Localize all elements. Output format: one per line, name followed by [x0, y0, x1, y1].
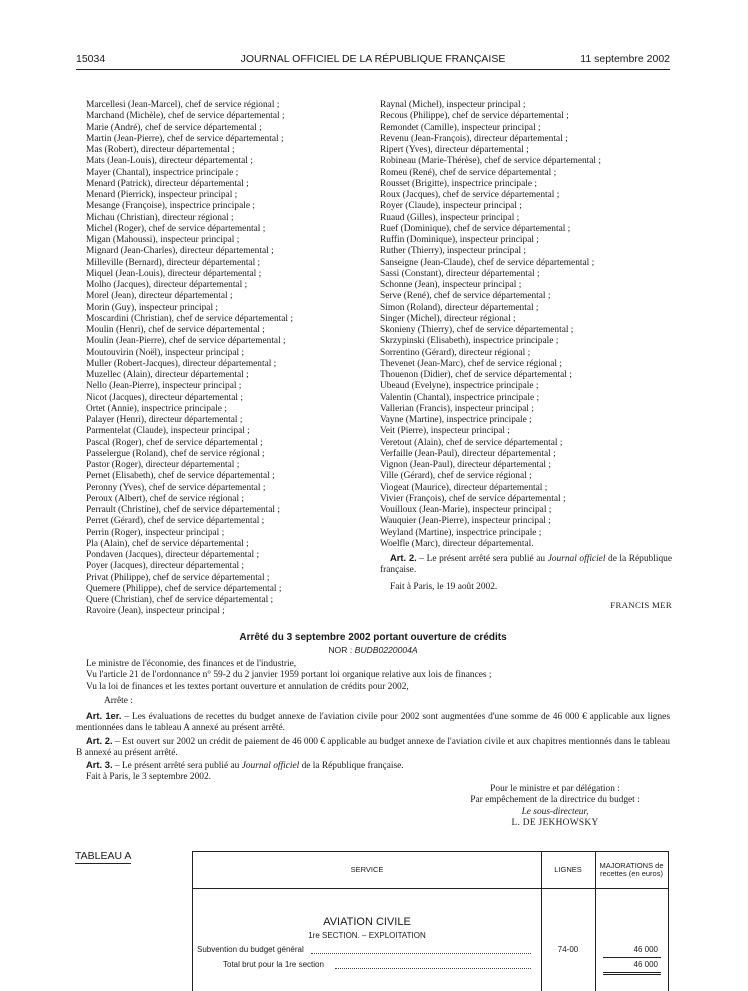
list-item: Mesange (Françoise), inspectrice principale ; — [86, 201, 255, 212]
list-item: Remondet (Camille), inspecteur principal ; — [380, 122, 541, 133]
list-item: Veretout (Alain), chef de service départemental ; — [380, 437, 563, 448]
row-label: Total brut pour la 1re section — [223, 960, 324, 969]
list-item: Ruaud (Gilles), inspecteur principal ; — [380, 212, 520, 223]
list-item: Serve (René), chef de service départemental ; — [380, 291, 551, 302]
art1-label: Art. 1er. — [86, 710, 122, 721]
list-item: Romeu (René), chef de service départemental ; — [380, 167, 557, 178]
list-item: Menard (Patrick), directeur départemental ; — [86, 178, 249, 189]
amount-underline — [603, 957, 661, 958]
list-item: Mayer (Chantal), inspectrice principale ; — [86, 167, 239, 178]
list-item: Privat (Philippe), chef de service départemental ; — [86, 572, 270, 583]
list-item: Rousset (Brigitte), inspectrice principale ; — [380, 178, 537, 189]
decree2-vu2: Vu la loi de finances et les textes portant ouverture et annulation de crédits pour 2002, — [86, 681, 409, 692]
list-item: Vignon (Jean-Paul), directeur départemental ; — [380, 460, 551, 470]
list-item: Martin (Jean-Pierre), chef de service départemental ; — [86, 133, 284, 144]
list-item: Sassi (Constant), directeur départemental ; — [380, 268, 540, 279]
sig-line-3: Le sous-directeur, — [521, 806, 589, 817]
row-amount: 46 000 — [633, 945, 658, 954]
list-item: Weyland (Martine), inspectrice principale ; — [380, 527, 542, 538]
table-row — [193, 945, 668, 955]
amount-double-underline — [603, 972, 661, 975]
list-item: Ravoire (Jean), inspecteur principal ; — [86, 606, 225, 617]
left-column — [86, 100, 366, 618]
decree2-journal-ref: Journal officiel — [241, 761, 300, 771]
list-item: Ruef (Dominique), chef de service départemental ; — [380, 223, 571, 234]
list-item: Wauquier (Jean-Pierre), inspecteur principal ; — [380, 516, 551, 527]
art1-text: – Les évaluations de recettes du budget annexe de l'aviation civile pour 2002 sont augmentées d'une somme de 46 000 € applicable aux lignes mentionnées dans le tableau A annexé au présent arrêté. — [76, 712, 670, 734]
nor-code: BUDB0220004A — [354, 645, 418, 655]
journal-title: JOURNAL OFFICIEL DE LA RÉPUBLIQUE FRANÇAISE — [240, 53, 506, 65]
col-header-lignes: LIGNES — [554, 864, 582, 874]
list-item: Pastor (Roger), directeur départemental ; — [86, 460, 240, 470]
list-item: Passelergue (Roland), chef de service régional ; — [86, 448, 265, 459]
list-item: Quemere (Philippe), chef de service départemental ; — [86, 583, 282, 594]
list-item: Marie (André), chef de service départemental ; — [86, 122, 262, 133]
decree1-art2-text: – Le présent arrêté sera publié au — [416, 554, 548, 564]
decree2-signature-block — [440, 784, 670, 829]
list-item: Roux (Jacques), chef de service départemental ; — [380, 190, 560, 200]
decree2-nor — [76, 645, 670, 655]
list-item: Palayer (Henri), directeur départemental ; — [86, 415, 243, 425]
list-item: Woelfle (Marc), directeur départemental. — [380, 538, 534, 549]
sig-line-2: Par empêchement de la directrice du budget : — [470, 795, 640, 806]
list-item: Nello (Jean-Pierre), inspecteur principal ; — [86, 381, 242, 392]
list-item: Morin (Guy), inspecteur principal ; — [86, 302, 218, 313]
list-item: Perrin (Roger), inspecteur principal ; — [86, 527, 225, 538]
list-item: Michau (Christian), directeur régional ; — [86, 212, 234, 223]
list-item: Ripert (Yves), directeur départemental ; — [380, 145, 529, 155]
sig-line-1: Pour le ministre et par délégation : — [490, 784, 620, 794]
list-item: Perrault (Christine), chef de service départemental ; — [86, 505, 280, 515]
list-item: Poyer (Jacques), directeur départemental ; — [86, 561, 245, 572]
list-item: Sorrentino (Gérard), directeur régional ; — [380, 347, 531, 358]
table-a-label: TABLEAU A — [75, 850, 132, 862]
decree1-art2-label: Art. 2. — [390, 552, 417, 563]
right-column — [380, 100, 672, 611]
row-label: Subvention du budget général — [197, 945, 304, 954]
section-subtitle: 1re SECTION. – EXPLOITATION — [308, 931, 426, 940]
table-row — [193, 960, 668, 970]
list-item: Robineau (Marie-Thérèse), chef de service départemental ; — [380, 156, 601, 167]
list-item: Miquel (Jean-Louis), directeur départemental ; — [86, 268, 262, 279]
nor-label: NOR : — [328, 645, 355, 655]
list-item: Skonieny (Thierry), chef de service départemental ; — [380, 325, 574, 335]
list-item: Sanseigne (Jean-Claude), chef de service départemental ; — [380, 257, 595, 268]
row-ligne: 74-00 — [557, 945, 579, 954]
list-item: Vallerian (Francis), inspecteur principal ; — [380, 403, 534, 414]
row-amount: 46 000 — [633, 960, 658, 969]
decree2-arrete: Arrête : — [104, 695, 133, 706]
list-item: Mignard (Jean-Charles), directeur départemental ; — [86, 246, 274, 257]
decree1-art2-text-end: de la République française. — [380, 554, 672, 576]
list-item: Moscardini (Christian), chef de service départemental ; — [86, 313, 293, 324]
list-item: Ruffin (Dominique), inspecteur principal ; — [380, 235, 539, 245]
table-a — [192, 851, 669, 991]
list-item: Marchand (Michèle), chef de service départemental ; — [86, 111, 285, 122]
list-item: Thevenet (Jean-Marc), chef de service régional ; — [380, 358, 562, 369]
page-header — [76, 53, 670, 67]
list-item: Pondaven (Jacques), directeur départemental ; — [86, 550, 260, 560]
list-item: Pernet (Elisabeth), chef de service départemental ; — [86, 471, 275, 482]
decree2-title: Arrêté du 3 septembre 2002 portant ouverture de crédits — [239, 632, 507, 643]
list-item: Royer (Claude), inspecteur principal ; — [380, 201, 522, 212]
list-item: Michel (Roger), chef de service départemental ; — [86, 223, 266, 234]
decree1-fait: Fait à Paris, le 19 août 2002. — [390, 581, 498, 592]
list-item: Pla (Alain), chef de service départemental ; — [86, 538, 249, 549]
list-item: Mas (Robert), directeur départemental ; — [86, 145, 235, 155]
list-item: Milleville (Bernard), directeur départemental ; — [86, 257, 261, 268]
list-item: Ville (Gérard), chef de service régional ; — [380, 471, 532, 482]
list-item: Ruther (Thierry), inspecteur principal ; — [380, 246, 527, 257]
list-item: Recous (Philippe), chef de service départemental ; — [380, 111, 569, 122]
section-title: AVIATION CIVILE — [323, 916, 411, 928]
list-item: Parmentelat (Claude), inspecteur principal ; — [86, 426, 250, 437]
decree2-article-1 — [76, 710, 670, 735]
decree2-article-3 — [76, 759, 670, 772]
list-item: Peroux (Albert), chef de service régional ; — [86, 493, 245, 504]
list-item: Peronny (Yves), chef de service départemental ; — [86, 482, 266, 493]
leader-dots — [311, 953, 531, 954]
list-item: Revenu (Jean-François), directeur départemental ; — [380, 133, 568, 144]
list-item: Pascal (Roger), chef de service départemental ; — [86, 437, 263, 448]
list-item: Ortet (Annie), inspectrice principale ; — [86, 403, 227, 414]
art3-text-end: de la République française. — [299, 761, 404, 771]
art3-label: Art. 3. — [86, 759, 113, 770]
list-item: Ubeaud (Evelyne), inspectrice principale ; — [380, 381, 539, 392]
decree1-journal-ref: Journal officiel — [547, 554, 606, 564]
list-item: Menard (Pierrick), inspecteur principal ; — [86, 190, 238, 200]
list-item: Moulin (Henri), chef de service départemental ; — [86, 325, 265, 335]
decree1-signature: FRANCIS MER — [610, 599, 672, 610]
list-item: Vivier (François), chef de service départemental ; — [380, 493, 566, 504]
list-item: Nicot (Jacques), directeur départemental ; — [86, 392, 243, 403]
list-item: Moulin (Jean-Pierre), chef de service départemental ; — [86, 336, 286, 347]
sig-line-4: L. DE JEKHOWSKY — [511, 817, 599, 828]
list-item: Schonne (Jean), inspecteur principal ; — [380, 280, 522, 290]
decree2-article-2 — [76, 735, 670, 760]
art2-label: Art. 2. — [86, 734, 113, 746]
list-item: Simon (Roland), directeur départemental ; — [380, 302, 539, 313]
list-item: Vouilloux (Jean-Marie), inspecteur principal ; — [380, 505, 552, 515]
list-item: Veit (Pierre), inspecteur principal ; — [380, 426, 510, 437]
list-item: Raynal (Michel), inspecteur principal ; — [380, 100, 526, 110]
list-item: Quere (Christian), chef de service départemental ; — [86, 595, 274, 605]
list-item: Vayne (Martine), inspectrice principale ; — [380, 415, 532, 425]
list-item: Muzellec (Alain), directeur départemental ; — [86, 370, 249, 380]
list-item: Migan (Mahoussi), inspecteur principal ; — [86, 235, 240, 245]
list-item: Morel (Jean), directeur départemental ; — [86, 291, 233, 302]
list-item: Marcellesi (Jean-Marcel), chef de service régional ; — [86, 100, 280, 110]
list-item: Moutouvirin (Noël), inspecteur principal ; — [86, 347, 245, 358]
decree2-vu1: Vu l'article 21 de l'ordonnance n° 59-2 du 2 janvier 1959 portant loi organique relative aux lois de finances ; — [86, 670, 492, 681]
list-item: Molho (Jacques), directeur départemental ; — [86, 280, 248, 290]
list-item: Skrzypinski (Elisabeth), inspectrice principale ; — [380, 336, 559, 347]
right-column-list — [380, 100, 672, 550]
art2-text: – Est ouvert sur 2002 un crédit de paiement de 46 000 € applicable au budget annexe de l'aviation civile et aux chapitres mentionnés dans le tableau B annexé au présent arrêté. — [76, 736, 670, 758]
list-item: Valentin (Chantal), inspectrice principale ; — [380, 392, 540, 403]
list-item: Mats (Jean-Louis), directeur départemental ; — [86, 156, 253, 167]
list-item: Perret (Gérard), chef de service départemental ; — [86, 516, 265, 527]
leader-dots — [335, 968, 531, 969]
list-item: Singer (Michel), directeur régional ; — [380, 313, 516, 324]
table-header-rule — [193, 888, 668, 889]
decree1-article-2 — [380, 552, 672, 577]
decree2-fait: Fait à Paris, le 3 septembre 2002. — [86, 772, 211, 783]
decree2-body — [76, 659, 670, 784]
header-rule — [76, 69, 670, 70]
col-header-majorations: MAJORATIONS de recettes (en euros) — [599, 860, 664, 878]
art3-text: – Le présent arrêté sera publié au — [112, 761, 242, 771]
col-header-service: SERVICE — [350, 864, 384, 874]
list-item: Verfaille (Jean-Paul), directeur départemental ; — [380, 448, 556, 459]
list-item: Viogeat (Maurice), directeur départemental ; — [380, 482, 548, 493]
list-item: Muller (Robert-Jacques), directeur départemental ; — [86, 358, 277, 369]
issue-date: 11 septembre 2002 — [580, 53, 670, 65]
list-item: Thouenon (Didier), chef de service départemental ; — [380, 370, 572, 380]
decree2-intro: Le ministre de l'économie, des finances et de l'industrie, — [86, 659, 297, 669]
page-number: 15034 — [76, 53, 106, 65]
